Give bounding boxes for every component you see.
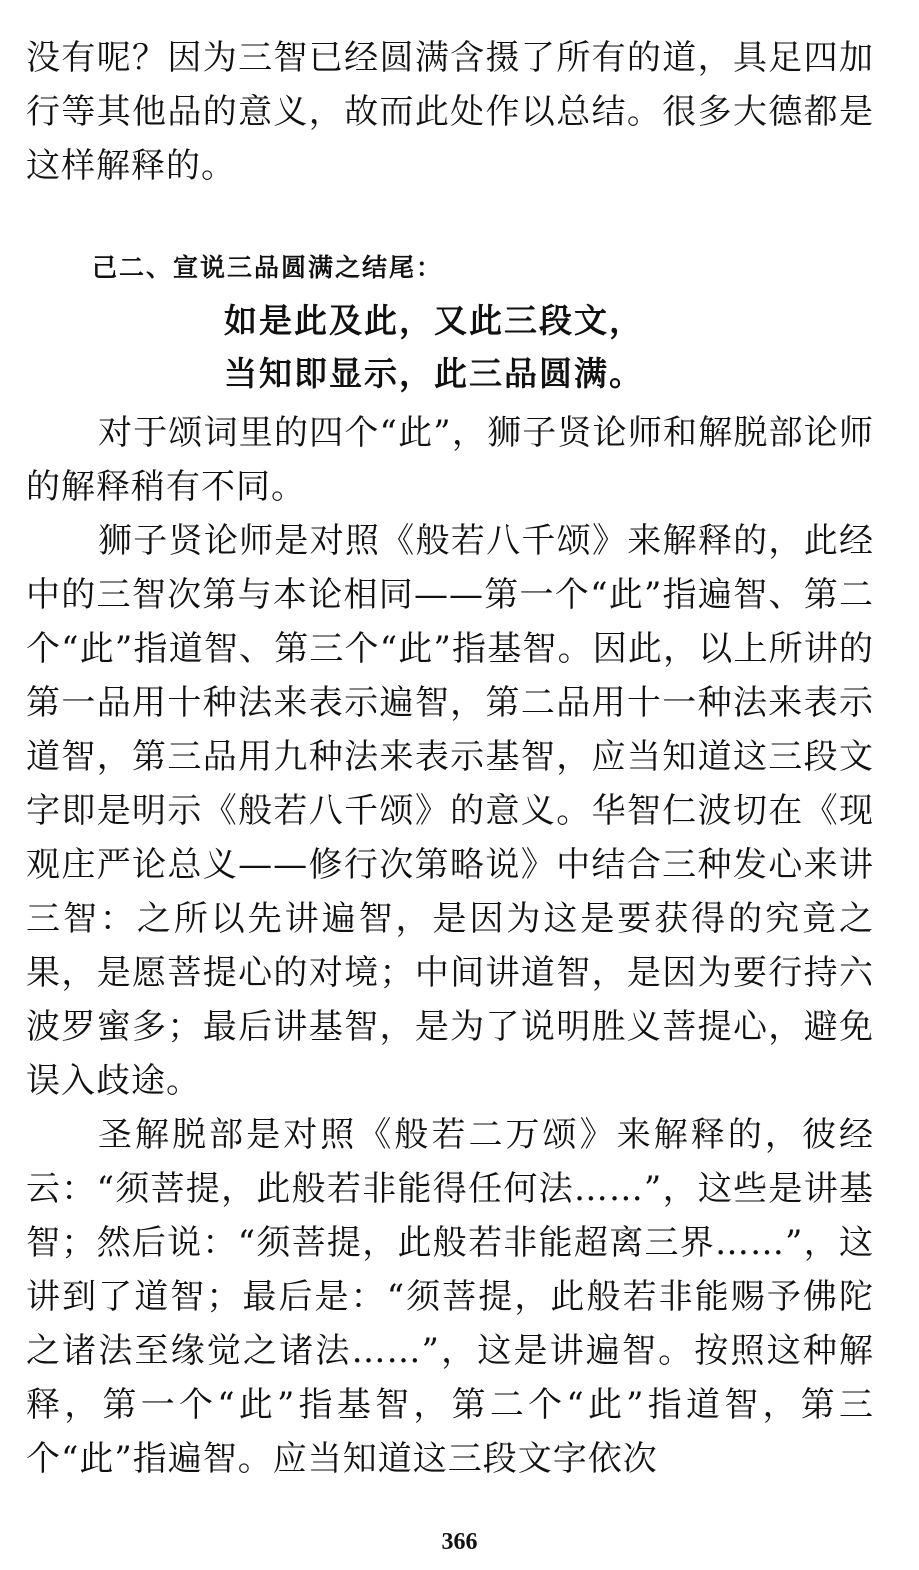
page-number: 366 — [441, 1529, 478, 1555]
commentary-paragraph-3: 圣解脱部是对照《般若二万颂》来解释的，彼经云：“须菩提，此般若非能得任何法……”，这些是讲基智；然后说：“须菩提，此般若非能超离三界……”，这讲到了道智；最后是：“须菩提，此般若非能赐予佛陀之诸法至缘觉之诸法……”，这是讲遍智。按照这种解释，第一个“此”指基智，第二个“此”指道智，第三个“此”指遍智。应当知道这三段文字依次 — [26, 1115, 874, 1479]
section-heading: 己二、宣说三品圆满之结尾： — [92, 253, 444, 282]
intro-paragraph: 没有呢？因为三智已经圆满含摄了所有的道，具足四加行等其他品的意义，故而此处作以总结。很多大德都是这样解释的。 — [26, 38, 874, 186]
verse-line-1: 如是此及此，又此三段文， — [224, 301, 644, 340]
commentary-block — [26, 406, 874, 1486]
intro-paragraph-block — [26, 31, 874, 193]
commentary-paragraph-1: 对于颂词里的四个“此”，狮子贤论师和解脱部论师的解释稍有不同。 — [26, 413, 874, 507]
verse-line-2: 当知即显示，此三品圆满。 — [224, 354, 644, 393]
commentary-paragraph-2: 狮子贤论师是对照《般若八千颂》来解释的，此经中的三智次第与本论相同——第一个“此”指遍智、第二个“此”指道智、第三个“此”指基智。因此，以上所讲的第一品用十种法来表示遍智，第二品用十一种法来表示道智，第三品用九种法来表示基智，应当知道这三段文字即是明示《般若八千颂》的意义。华智仁波切在《现观庄严论总义——修行次第略说》中结合三种发心来讲三智：之所以先讲遍智，是因为这是要获得的究竟之果，是愿菩提心的对境；中间讲道智，是因为要行持六波罗蜜多；最后讲基智，是为了说明胜义菩提心，避免误入歧途。 — [26, 521, 874, 1101]
